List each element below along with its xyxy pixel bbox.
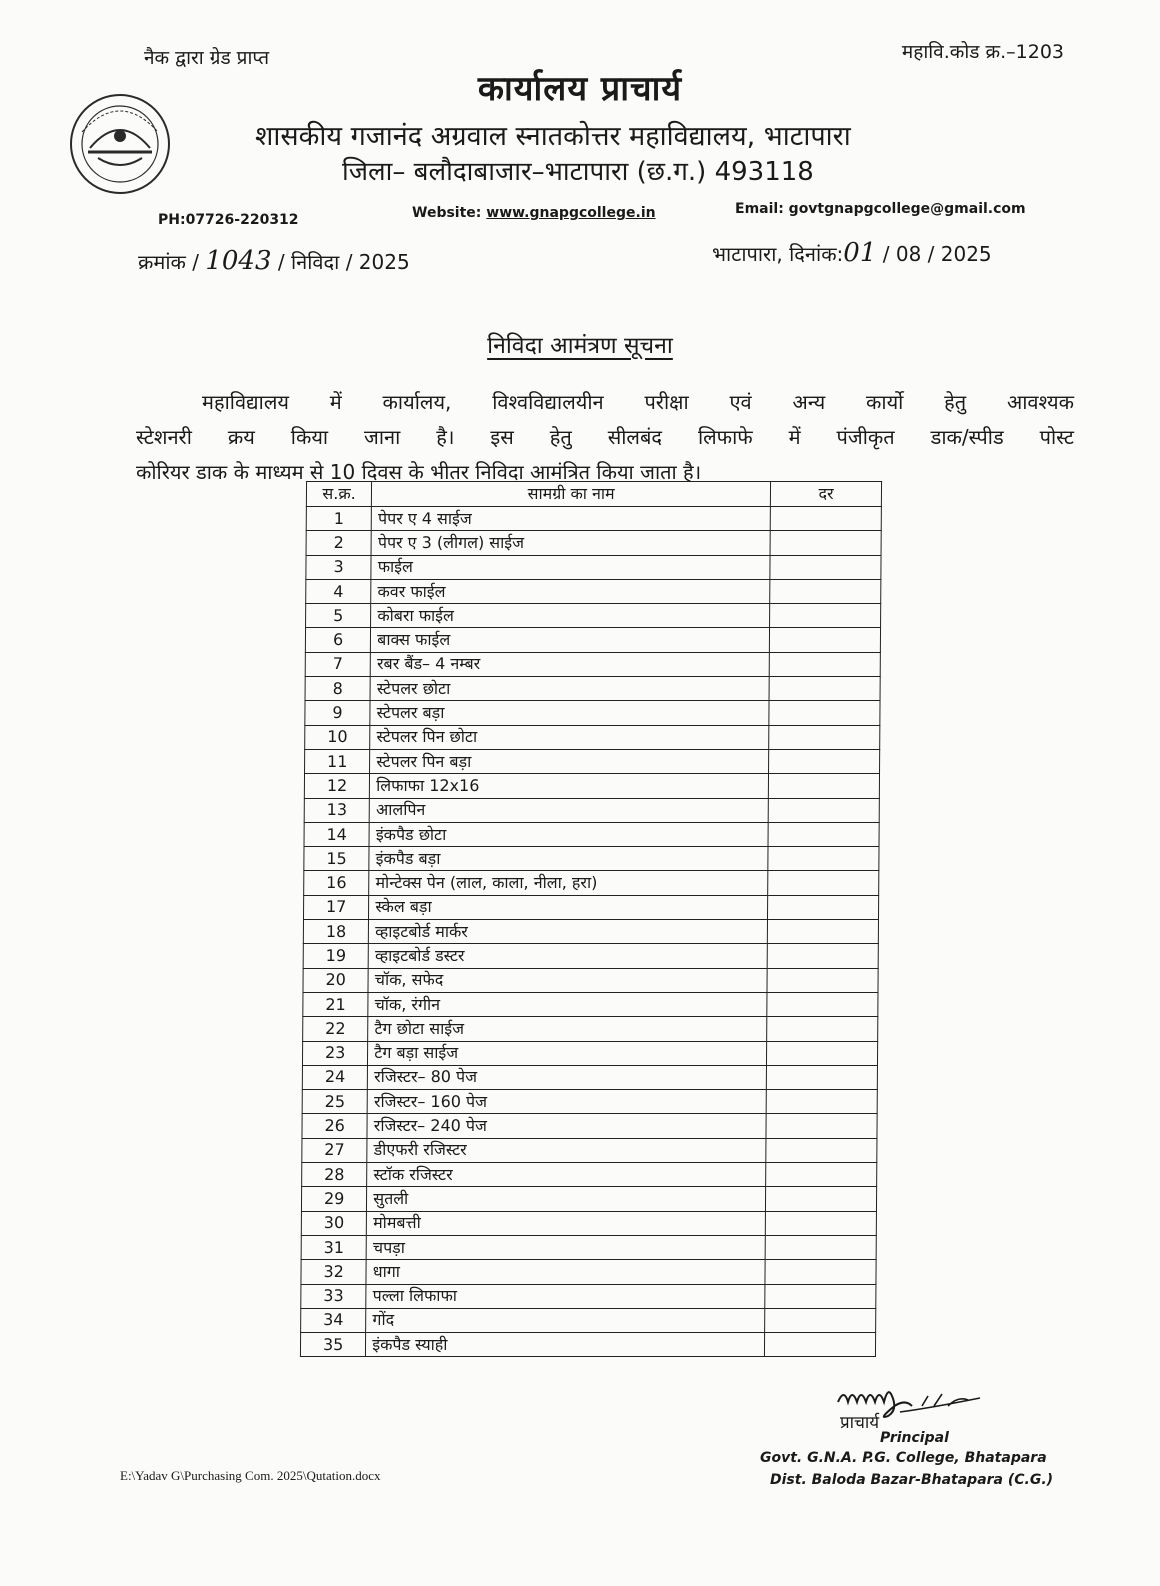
serial-number-cell: 30 <box>301 1211 366 1235</box>
rate-cell <box>767 992 878 1016</box>
table-row <box>303 920 878 944</box>
table-row <box>303 944 878 968</box>
district-line: जिला– बलौदाबाजार–भाटापारा (छ.ग.) 493118 <box>342 157 814 187</box>
date-prefix: भाटापारा, दिनांक: <box>712 242 844 266</box>
serial-number-cell: 33 <box>301 1284 366 1308</box>
item-name-cell: चॉक, रंगीन <box>368 992 767 1016</box>
table-row <box>301 1235 876 1259</box>
serial-number-cell: 3 <box>306 555 371 579</box>
table-row <box>302 1163 877 1187</box>
reference-handwritten-number: 1043 <box>205 246 272 276</box>
rate-cell <box>770 555 881 579</box>
serial-number-cell: 22 <box>303 1017 368 1041</box>
item-name-cell: आलपिन <box>369 798 768 822</box>
table-row <box>303 895 878 919</box>
column-header-rate: दर <box>771 482 882 507</box>
principal-district: Dist. Baloda Bazar-Bhatapara (C.G.) <box>770 1472 1054 1488</box>
table-row <box>301 1284 876 1308</box>
item-name-cell: स्टेपलर छोटा <box>370 677 769 701</box>
serial-number-cell: 25 <box>302 1090 367 1114</box>
serial-number-cell: 10 <box>305 725 370 749</box>
item-name-cell: डीएफरी रजिस्टर <box>367 1138 766 1162</box>
serial-number-cell: 34 <box>301 1308 366 1332</box>
table-row <box>304 847 879 871</box>
reference-prefix: क्रमांक / <box>138 250 199 274</box>
rate-cell <box>766 1163 877 1187</box>
serial-number-cell: 23 <box>302 1041 367 1065</box>
item-name-cell: कवर फाईल <box>371 579 770 603</box>
office-title: कार्यालय प्राचार्य <box>477 69 683 109</box>
serial-number-cell: 18 <box>303 920 368 944</box>
rate-cell <box>770 579 881 603</box>
table-row <box>305 628 880 652</box>
rate-cell <box>769 701 880 725</box>
item-name-cell: टैग बड़ा साईज <box>368 1041 767 1065</box>
notice-body <box>136 385 1074 490</box>
stationery-items-table <box>300 481 882 1357</box>
item-name-cell: इंकपैड छोटा <box>369 822 768 846</box>
rate-cell <box>767 1017 878 1041</box>
serial-number-cell: 13 <box>304 798 369 822</box>
rate-cell <box>769 652 880 676</box>
item-name-cell: स्टेपलर बड़ा <box>370 701 769 725</box>
serial-number-cell: 27 <box>302 1138 367 1162</box>
item-name-cell: व्हाइटबोर्ड डस्टर <box>368 944 767 968</box>
item-name-cell: स्टेपलर पिन बड़ा <box>370 749 769 773</box>
rate-cell <box>769 677 880 701</box>
column-header-item: सामग्री का नाम <box>372 482 771 507</box>
item-name-cell: रजिस्टर– 160 पेज <box>367 1090 766 1114</box>
item-name-cell: चॉक, सफेद <box>368 968 767 992</box>
serial-number-cell: 4 <box>306 579 371 603</box>
rate-cell <box>766 1090 877 1114</box>
item-name-cell: फाईल <box>371 555 770 579</box>
rate-cell <box>768 774 879 798</box>
table-row <box>303 968 878 992</box>
table-row <box>304 822 879 846</box>
serial-number-cell: 11 <box>305 749 370 773</box>
table-row <box>306 531 881 555</box>
serial-number-cell: 17 <box>303 895 368 919</box>
website-link[interactable]: www.gnapgcollege.in <box>486 205 656 221</box>
table-row <box>305 677 880 701</box>
college-name: शासकीय गजानंद अग्रवाल स्नातकोत्तर महाविद्यालय, भाटापारा <box>255 121 851 152</box>
item-name-cell: गोंद <box>366 1308 765 1332</box>
rate-cell <box>768 822 879 846</box>
item-name-cell: पेपर ए 3 (लीगल) साईज <box>371 531 770 555</box>
serial-number-cell: 6 <box>305 628 370 652</box>
rate-cell <box>767 920 878 944</box>
principal-designation-hindi: प्राचार्य <box>840 1413 880 1433</box>
table-row <box>305 749 880 773</box>
website <box>412 205 656 221</box>
serial-number-cell: 21 <box>303 992 368 1016</box>
table-row <box>302 1090 877 1114</box>
table-row <box>306 555 881 579</box>
serial-number-cell: 12 <box>304 774 369 798</box>
table-header-row <box>306 482 881 507</box>
rate-cell <box>765 1333 876 1357</box>
item-name-cell: स्टेपलर पिन छोटा <box>370 725 769 749</box>
notice-title <box>0 328 1160 360</box>
rate-cell <box>768 798 879 822</box>
reference-number <box>138 246 410 276</box>
table-row <box>301 1187 876 1211</box>
table-row <box>304 871 879 895</box>
rate-cell <box>770 604 881 628</box>
table-row <box>306 507 881 531</box>
phone-number: PH:07726-220312 <box>158 212 299 228</box>
rate-cell <box>769 725 880 749</box>
serial-number-cell: 15 <box>304 847 369 871</box>
item-name-cell: पल्ला लिफाफा <box>366 1284 765 1308</box>
serial-number-cell: 32 <box>301 1260 366 1284</box>
principal-designation-english: Principal <box>880 1430 949 1446</box>
date-suffix: / 08 / 2025 <box>882 242 992 266</box>
rate-cell <box>768 895 879 919</box>
rate-cell <box>770 531 881 555</box>
column-header-serial: स.क्र. <box>306 482 371 507</box>
table-row <box>304 774 879 798</box>
table-row <box>303 992 878 1016</box>
item-name-cell: टैग छोटा साईज <box>368 1017 767 1041</box>
item-name-cell: स्टॉक रजिस्टर <box>367 1163 766 1187</box>
file-path: E:\Yadav G\Purchasing Com. 2025\Qutation.docx <box>120 1468 381 1483</box>
table-row <box>302 1065 877 1089</box>
serial-number-cell: 1 <box>306 507 371 531</box>
item-name-cell: इंकपैड स्याही <box>366 1333 765 1357</box>
rate-cell <box>766 1065 877 1089</box>
serial-number-cell: 19 <box>303 944 368 968</box>
notice-body-line-1: महाविद्यालय में कार्यालय, विश्वविद्यालयीन परीक्षा एवं अन्य कार्यो हेतु आवश्यक <box>202 390 1074 414</box>
rate-cell <box>770 507 881 531</box>
college-code: महावि.कोड क्र.–1203 <box>901 41 1064 63</box>
rate-cell <box>767 968 878 992</box>
item-name-cell: मोमबत्ती <box>367 1211 766 1235</box>
college-seal-icon <box>68 92 172 196</box>
serial-number-cell: 16 <box>304 871 369 895</box>
table-row <box>301 1308 876 1332</box>
rate-cell <box>765 1284 876 1308</box>
serial-number-cell: 9 <box>305 701 370 725</box>
serial-number-cell: 8 <box>305 677 370 701</box>
rate-cell <box>768 847 879 871</box>
table-row <box>301 1211 876 1235</box>
item-name-cell: बाक्स फाईल <box>371 628 770 652</box>
item-name-cell: लिफाफा 12x16 <box>370 774 769 798</box>
item-name-cell: पेपर ए 4 साईज <box>371 507 770 531</box>
table-row <box>302 1114 877 1138</box>
item-name-cell: स्केल बड़ा <box>369 895 768 919</box>
item-name-cell: चपड़ा <box>366 1235 765 1259</box>
item-name-cell: रजिस्टर– 240 पेज <box>367 1114 766 1138</box>
serial-number-cell: 31 <box>301 1235 366 1259</box>
table-row <box>302 1138 877 1162</box>
notice-title-text: निविदा आमंत्रण सूचना <box>487 333 673 359</box>
serial-number-cell: 14 <box>304 822 369 846</box>
serial-number-cell: 35 <box>300 1333 365 1357</box>
item-name-cell: रबर बैंड– 4 नम्बर <box>370 652 769 676</box>
serial-number-cell: 26 <box>302 1114 367 1138</box>
table-row <box>302 1041 877 1065</box>
item-name-cell: इंकपैड बड़ा <box>369 847 768 871</box>
table-row <box>304 798 879 822</box>
item-name-cell: रजिस्टर– 80 पेज <box>368 1065 767 1089</box>
website-label: Website: <box>412 205 487 221</box>
rate-cell <box>765 1260 876 1284</box>
serial-number-cell: 20 <box>303 968 368 992</box>
rate-cell <box>769 749 880 773</box>
email-address[interactable]: Email: govtgnapgcollege@gmail.com <box>735 201 1026 217</box>
date-line <box>712 238 992 268</box>
notice-body-line-2: स्टेशनरी क्रय किया जाना है। इस हेतु सीलबंद लिफाफे में पंजीकृत डाक/स्पीड पोस्ट <box>136 425 1074 449</box>
item-name-cell: धागा <box>366 1260 765 1284</box>
table-row <box>303 1017 878 1041</box>
table-row <box>306 579 881 603</box>
rate-cell <box>765 1235 876 1259</box>
serial-number-cell: 29 <box>301 1187 366 1211</box>
table-row <box>306 604 881 628</box>
date-handwritten-day: 01 <box>843 238 877 268</box>
naac-grade-text: नैक द्वारा ग्रेड प्राप्त <box>144 47 270 69</box>
serial-number-cell: 28 <box>302 1163 367 1187</box>
rate-cell <box>769 628 880 652</box>
rate-cell <box>766 1187 877 1211</box>
rate-cell <box>767 944 878 968</box>
rate-cell <box>765 1308 876 1332</box>
item-name-cell: मोन्टेक्स पेन (लाल, काला, नीला, हरा) <box>369 871 768 895</box>
serial-number-cell: 7 <box>305 652 370 676</box>
table-row <box>305 725 880 749</box>
serial-number-cell: 24 <box>302 1065 367 1089</box>
item-name-cell: कोबरा फाईल <box>371 604 770 628</box>
table-row <box>305 652 880 676</box>
rate-cell <box>766 1138 877 1162</box>
serial-number-cell: 5 <box>306 604 371 628</box>
table-row <box>301 1260 876 1284</box>
table-row <box>300 1333 875 1357</box>
rate-cell <box>768 871 879 895</box>
notice-body-line-3: कोरियर डाक के माध्यम से 10 दिवस के भीतर निविदा आमंत्रित किया जाता है। <box>136 460 702 484</box>
rate-cell <box>767 1041 878 1065</box>
item-name-cell: सुतली <box>367 1187 766 1211</box>
reference-suffix: / निविदा / 2025 <box>277 250 410 274</box>
principal-college: Govt. G.N.A. P.G. College, Bhatapara <box>760 1450 1047 1466</box>
rate-cell <box>765 1211 876 1235</box>
rate-cell <box>766 1114 877 1138</box>
serial-number-cell: 2 <box>306 531 371 555</box>
table-row <box>305 701 880 725</box>
item-name-cell: व्हाइटबोर्ड मार्कर <box>369 920 768 944</box>
